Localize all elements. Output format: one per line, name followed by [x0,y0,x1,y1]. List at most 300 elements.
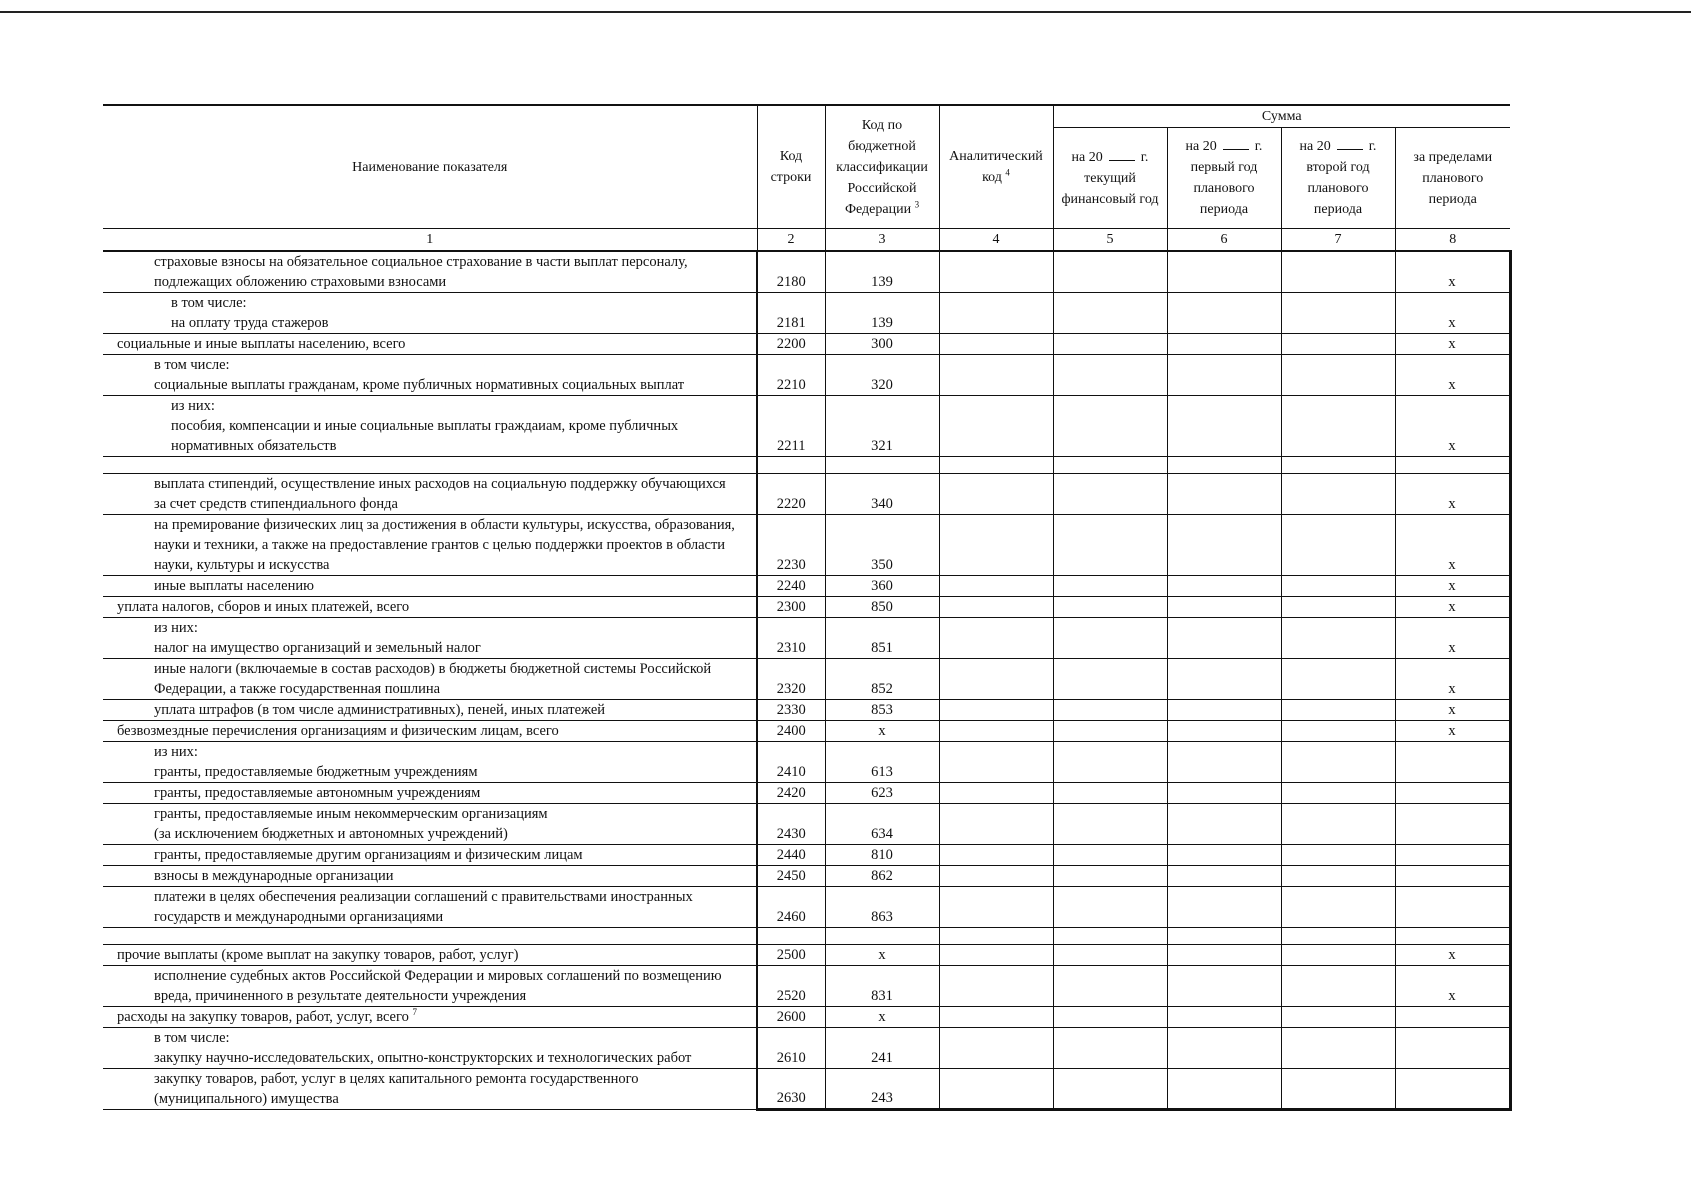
sum-second-year-cell[interactable] [1281,742,1395,783]
row-name-text: иные налоги (включаемые в состав расходов) в бюджеты бюджетной системы Российской Федерации, а также государственная пошлина [154,661,712,697]
table-row [103,700,1510,721]
year-suffix: г. [1140,149,1149,165]
row-budget-code: 613 [825,742,939,783]
row-budget-code: 360 [825,576,939,597]
row-name-text: гранты, предоставляемые иным некоммерческим организациям (за исключением бюджетных и автономных учреждений) [154,806,548,842]
header-analytic-label: Аналитический код [949,149,1043,185]
row-code: 2211 [757,396,825,457]
header-sum [1053,105,1510,128]
analytic-cell[interactable] [939,887,1053,928]
table-row [103,659,1510,700]
sum-second-year-cell[interactable] [1281,1007,1395,1028]
empty-cell [939,928,1053,945]
table-row [103,597,1510,618]
analytic-cell[interactable] [939,700,1053,721]
sum-beyond-cell[interactable]: х [1395,251,1510,293]
row-name [103,1069,757,1110]
header-beyond-label: за пределами планового периода [1413,149,1493,207]
analytic-cell[interactable] [939,1069,1053,1110]
row-name-text: в том числе: на оплату труда стажеров [171,295,329,331]
row-code: 2450 [757,866,825,887]
row-code: 2320 [757,659,825,700]
row-budget-code: 634 [825,804,939,845]
row-budget-code: 139 [825,293,939,334]
row-name-text: иные выплаты населению [154,578,314,594]
sum-second-year-cell[interactable] [1281,945,1395,966]
sum-beyond-cell[interactable] [1395,1028,1510,1069]
row-code: 2310 [757,618,825,659]
table-row [103,576,1510,597]
sum-second-year-cell[interactable] [1281,845,1395,866]
analytic-cell[interactable] [939,597,1053,618]
year-description: второй год планового периода [1306,160,1370,217]
column-numbers-row [103,229,1510,252]
analytic-cell[interactable] [939,334,1053,355]
row-name-text: из них: налог на имущество организаций и земельный налог [154,620,481,656]
row-code: 2520 [757,966,825,1007]
analytic-cell[interactable] [939,396,1053,457]
year-blank [1223,137,1249,150]
sum-second-year-cell[interactable] [1281,1069,1395,1110]
row-budget-code: 862 [825,866,939,887]
sum-beyond-cell[interactable] [1395,804,1510,845]
column-number: 5 [1053,229,1167,252]
table-row [103,1007,1510,1028]
sum-beyond-cell[interactable]: х [1395,334,1510,355]
row-code: 2630 [757,1069,825,1110]
sum-beyond-cell[interactable]: х [1395,618,1510,659]
sum-second-year-cell[interactable] [1281,618,1395,659]
column-number: 7 [1281,229,1395,252]
table-row [103,474,1510,515]
sum-first-year-cell[interactable] [1167,1007,1281,1028]
sum-first-year-cell[interactable] [1167,355,1281,396]
row-name-text: безвозмездные перечисления организациям и физическим лицам, всего [117,723,559,739]
row-name [103,845,757,866]
sum-first-year-cell[interactable] [1167,576,1281,597]
header-code-label: Код строки [770,149,812,185]
header-name [103,105,757,229]
row-name-text: гранты, предоставляемые автономным учреждениям [154,785,481,801]
sum-current-cell[interactable] [1053,396,1167,457]
sum-beyond-cell[interactable]: х [1395,597,1510,618]
table-row [103,293,1510,334]
row-budget-code: 810 [825,845,939,866]
analytic-cell[interactable] [939,945,1053,966]
column-number: 4 [939,229,1053,252]
row-code: 2410 [757,742,825,783]
table-body [103,251,1510,1110]
row-budget-code: 350 [825,515,939,576]
header-name-label: Наименование показателя [352,159,508,175]
table-row [103,251,1510,293]
row-name [103,804,757,845]
sum-current-cell[interactable] [1053,355,1167,396]
year-blank [1109,148,1135,161]
row-name [103,293,757,334]
sum-first-year-cell[interactable] [1167,597,1281,618]
year-description: первый год планового периода [1190,160,1258,217]
row-budget-code: 623 [825,783,939,804]
sum-first-year-cell[interactable] [1167,742,1281,783]
row-name [103,887,757,928]
sum-second-year-cell[interactable] [1281,659,1395,700]
sum-first-year-cell[interactable] [1167,618,1281,659]
sum-second-year-cell[interactable] [1281,966,1395,1007]
row-code: 2300 [757,597,825,618]
footnote-mark: 3 [914,198,920,209]
analytic-cell[interactable] [939,293,1053,334]
row-budget-code: 850 [825,597,939,618]
sum-beyond-cell[interactable] [1395,845,1510,866]
row-name-text: из них: пособия, компенсации и иные социальные выплаты граждаиам, кроме публичных нормативных обязательств [171,398,679,454]
row-name-text: гранты, предоставляемые другим организациям и физическим лицам [154,847,583,863]
header-second-plan-year [1281,128,1395,229]
analytic-cell[interactable] [939,966,1053,1007]
empty-cell [825,457,939,474]
table-row [103,618,1510,659]
column-number: 6 [1167,229,1281,252]
row-budget-code: 241 [825,1028,939,1069]
sum-beyond-cell[interactable]: х [1395,700,1510,721]
table-row [103,742,1510,783]
row-name-text: закупку товаров, работ, услуг в целях капитального ремонта государственного (муниципального) имущества [154,1071,639,1107]
sum-first-year-cell[interactable] [1167,251,1281,293]
analytic-cell[interactable] [939,742,1053,783]
sum-second-year-cell[interactable] [1281,721,1395,742]
sum-beyond-cell[interactable]: х [1395,355,1510,396]
row-code: 2440 [757,845,825,866]
sum-current-cell[interactable] [1053,742,1167,783]
sum-current-cell[interactable] [1053,334,1167,355]
row-code: 2400 [757,721,825,742]
sum-first-year-cell[interactable] [1167,966,1281,1007]
column-number: 3 [825,229,939,252]
analytic-cell[interactable] [939,474,1053,515]
table-row [103,945,1510,966]
sum-beyond-cell[interactable]: х [1395,293,1510,334]
column-number: 8 [1395,229,1510,252]
row-budget-code: 321 [825,396,939,457]
sum-first-year-cell[interactable] [1167,845,1281,866]
row-name-text: уплата налогов, сборов и иных платежей, всего [117,599,410,615]
sum-first-year-cell[interactable] [1167,1069,1281,1110]
year-description: текущий финансовый год [1061,170,1159,207]
row-name-text: социальные и иные выплаты населению, всего [117,336,406,352]
table-row [103,515,1510,576]
top-border-line [0,11,1691,13]
row-code: 2180 [757,251,825,293]
empty-cell [1053,928,1167,945]
row-code: 2240 [757,576,825,597]
row-name [103,783,757,804]
row-name-text: выплата стипендий, осуществление иных расходов на социальную поддержку обучающихся за счет средств стипендиального фонда [154,476,726,512]
table-row [103,845,1510,866]
analytic-cell[interactable] [939,804,1053,845]
analytic-cell[interactable] [939,866,1053,887]
spacer-row [103,928,1510,945]
header-sum-label: Сумма [1261,109,1302,124]
sum-second-year-cell[interactable] [1281,515,1395,576]
row-budget-code: х [825,721,939,742]
sum-beyond-cell[interactable]: х [1395,945,1510,966]
empty-cell [1053,457,1167,474]
sum-current-cell[interactable] [1053,866,1167,887]
sum-second-year-cell[interactable] [1281,355,1395,396]
empty-cell [1167,457,1281,474]
empty-cell [103,928,757,945]
table-row [103,887,1510,928]
row-name [103,721,757,742]
row-name-text: из них: гранты, предоставляемые бюджетным учреждениям [154,744,478,780]
row-code: 2200 [757,334,825,355]
payments-table [103,104,1512,1111]
sum-current-cell[interactable] [1053,474,1167,515]
sum-second-year-cell[interactable] [1281,1028,1395,1069]
sum-first-year-cell[interactable] [1167,887,1281,928]
sum-first-year-cell[interactable] [1167,1028,1281,1069]
year-prefix: на 20 [1299,139,1331,154]
sum-beyond-cell[interactable] [1395,866,1510,887]
empty-cell [1281,457,1395,474]
header-code [757,105,825,229]
table-row [103,1028,1510,1069]
table-row [103,804,1510,845]
row-code: 2600 [757,1007,825,1028]
row-code: 2210 [757,355,825,396]
row-name [103,576,757,597]
analytic-cell[interactable] [939,1007,1053,1028]
sum-second-year-cell[interactable] [1281,293,1395,334]
sum-beyond-cell[interactable]: х [1395,966,1510,1007]
empty-cell [1167,928,1281,945]
row-budget-code: 852 [825,659,939,700]
analytic-cell[interactable] [939,1028,1053,1069]
empty-cell [1281,928,1395,945]
row-name-text: уплата штрафов (в том числе административных), пеней, иных платежей [154,702,606,718]
analytic-cell[interactable] [939,515,1053,576]
row-name-text: взносы в международные организации [154,868,394,884]
sum-first-year-cell[interactable] [1167,783,1281,804]
sum-first-year-cell[interactable] [1167,396,1281,457]
sum-current-cell[interactable] [1053,845,1167,866]
row-name [103,966,757,1007]
row-name-text: исполнение судебных актов Российской Федерации и мировых соглашений по возмещению вреда, причиненного в результате деятельности учреждения [154,968,722,1004]
table-row [103,721,1510,742]
sum-current-cell[interactable] [1053,251,1167,293]
header-budget-code-label: Код по бюджетной классификации Российской Федерации [836,117,928,217]
year-prefix: на 20 [1185,139,1217,154]
sum-second-year-cell[interactable] [1281,597,1395,618]
header-current-year [1053,128,1167,229]
sum-beyond-cell[interactable]: х [1395,474,1510,515]
row-name [103,866,757,887]
row-budget-code: 320 [825,355,939,396]
row-code: 2330 [757,700,825,721]
row-name [103,659,757,700]
sum-second-year-cell[interactable] [1281,251,1395,293]
analytic-cell[interactable] [939,576,1053,597]
sum-second-year-cell[interactable] [1281,887,1395,928]
sum-current-cell[interactable] [1053,293,1167,334]
sum-second-year-cell[interactable] [1281,866,1395,887]
table-row [103,1069,1510,1110]
sum-first-year-cell[interactable] [1167,866,1281,887]
header-budget-code [825,105,939,229]
row-name-text: в том числе: закупку научно-исследовательских, опытно-конструкторских и технологических работ [154,1030,692,1066]
sum-first-year-cell[interactable] [1167,945,1281,966]
sum-beyond-cell[interactable]: х [1395,721,1510,742]
year-prefix: на 20 [1071,149,1103,165]
row-name [103,355,757,396]
sum-current-cell[interactable] [1053,576,1167,597]
table-row [103,866,1510,887]
row-name-text: прочие выплаты (кроме выплат на закупку товаров, работ, услуг) [117,947,519,963]
row-name [103,1007,757,1028]
sum-beyond-cell[interactable] [1395,1069,1510,1110]
year-suffix: г. [1368,139,1377,154]
header-first-plan-year [1167,128,1281,229]
sum-current-cell[interactable] [1053,597,1167,618]
sum-current-cell[interactable] [1053,945,1167,966]
analytic-cell[interactable] [939,618,1053,659]
row-name [103,515,757,576]
sum-beyond-cell[interactable]: х [1395,659,1510,700]
sum-beyond-cell[interactable] [1395,887,1510,928]
sum-beyond-cell[interactable]: х [1395,576,1510,597]
column-number: 2 [757,229,825,252]
sum-current-cell[interactable] [1053,659,1167,700]
row-code: 2460 [757,887,825,928]
sum-current-cell[interactable] [1053,1069,1167,1110]
row-name [103,700,757,721]
spacer-row [103,457,1510,474]
row-budget-code: 851 [825,618,939,659]
row-budget-code: 243 [825,1069,939,1110]
table-row [103,334,1510,355]
sum-beyond-cell[interactable] [1395,783,1510,804]
row-budget-code: 853 [825,700,939,721]
sum-first-year-cell[interactable] [1167,659,1281,700]
analytic-cell[interactable] [939,845,1053,866]
row-code: 2181 [757,293,825,334]
sum-current-cell[interactable] [1053,783,1167,804]
sum-second-year-cell[interactable] [1281,700,1395,721]
sum-second-year-cell[interactable] [1281,783,1395,804]
row-name-text: в том числе: социальные выплаты гражданам, кроме публичных нормативных социальных выплат [154,357,685,393]
empty-cell [1395,928,1510,945]
financial-plan-sheet [103,104,1512,1111]
sum-first-year-cell[interactable] [1167,474,1281,515]
header-analytic-code [939,105,1053,229]
row-name [103,334,757,355]
sum-beyond-cell[interactable] [1395,742,1510,783]
sum-second-year-cell[interactable] [1281,396,1395,457]
sum-second-year-cell[interactable] [1281,334,1395,355]
sum-beyond-cell[interactable] [1395,1007,1510,1028]
sum-second-year-cell[interactable] [1281,474,1395,515]
row-name-text: расходы на закупку товаров, работ, услуг, всего [117,1009,409,1025]
sum-current-cell[interactable] [1053,700,1167,721]
header-beyond-plan [1395,128,1510,229]
sum-beyond-cell[interactable]: х [1395,396,1510,457]
analytic-cell[interactable] [939,251,1053,293]
row-code: 2420 [757,783,825,804]
empty-cell [825,928,939,945]
row-budget-code: 340 [825,474,939,515]
sum-current-cell[interactable] [1053,804,1167,845]
row-budget-code: х [825,945,939,966]
row-code: 2430 [757,804,825,845]
row-code: 2230 [757,515,825,576]
row-name [103,742,757,783]
sum-current-cell[interactable] [1053,887,1167,928]
empty-cell [757,457,825,474]
row-name [103,474,757,515]
footnote-mark: 7 [412,1007,417,1018]
table-row [103,396,1510,457]
sum-current-cell[interactable] [1053,1007,1167,1028]
row-code: 2500 [757,945,825,966]
row-code: 2220 [757,474,825,515]
table-header [103,105,1510,251]
sum-current-cell[interactable] [1053,966,1167,1007]
sum-second-year-cell[interactable] [1281,576,1395,597]
sum-current-cell[interactable] [1053,515,1167,576]
sum-first-year-cell[interactable] [1167,721,1281,742]
analytic-cell[interactable] [939,659,1053,700]
sum-first-year-cell[interactable] [1167,515,1281,576]
row-name [103,396,757,457]
analytic-cell[interactable] [939,721,1053,742]
row-name-text: страховые взносы на обязательное социальное страхование в части выплат персоналу, подлежащих обложению страховыми взносами [154,254,688,290]
sum-first-year-cell[interactable] [1167,804,1281,845]
row-code: 2610 [757,1028,825,1069]
sum-first-year-cell[interactable] [1167,700,1281,721]
year-blank [1337,137,1363,150]
sum-current-cell[interactable] [1053,618,1167,659]
row-name-text: платежи в целях обеспечения реализации соглашений с правительствами иностранных государств и международными организациями [154,889,693,925]
table-row [103,355,1510,396]
analytic-cell[interactable] [939,355,1053,396]
empty-cell [1395,457,1510,474]
column-number: 1 [103,229,757,252]
year-suffix: г. [1254,139,1263,154]
row-name [103,251,757,293]
analytic-cell[interactable] [939,783,1053,804]
sum-first-year-cell[interactable] [1167,334,1281,355]
sum-first-year-cell[interactable] [1167,293,1281,334]
row-name [103,618,757,659]
row-budget-code: 831 [825,966,939,1007]
sum-current-cell[interactable] [1053,1028,1167,1069]
sum-second-year-cell[interactable] [1281,804,1395,845]
row-budget-code: 863 [825,887,939,928]
sum-current-cell[interactable] [1053,721,1167,742]
row-budget-code: 139 [825,251,939,293]
row-name [103,945,757,966]
row-name [103,597,757,618]
sum-beyond-cell[interactable]: х [1395,515,1510,576]
row-budget-code: х [825,1007,939,1028]
row-name-text: на премирование физических лиц за достижения в области культуры, искусства, образования, науки и техники, а также на предоставление грантов с целью поддержки проектов в области науки, культуры и искусства [154,517,735,573]
empty-cell [757,928,825,945]
table-row [103,966,1510,1007]
empty-cell [939,457,1053,474]
footnote-mark: 4 [1005,167,1010,178]
row-name [103,1028,757,1069]
table-row [103,783,1510,804]
